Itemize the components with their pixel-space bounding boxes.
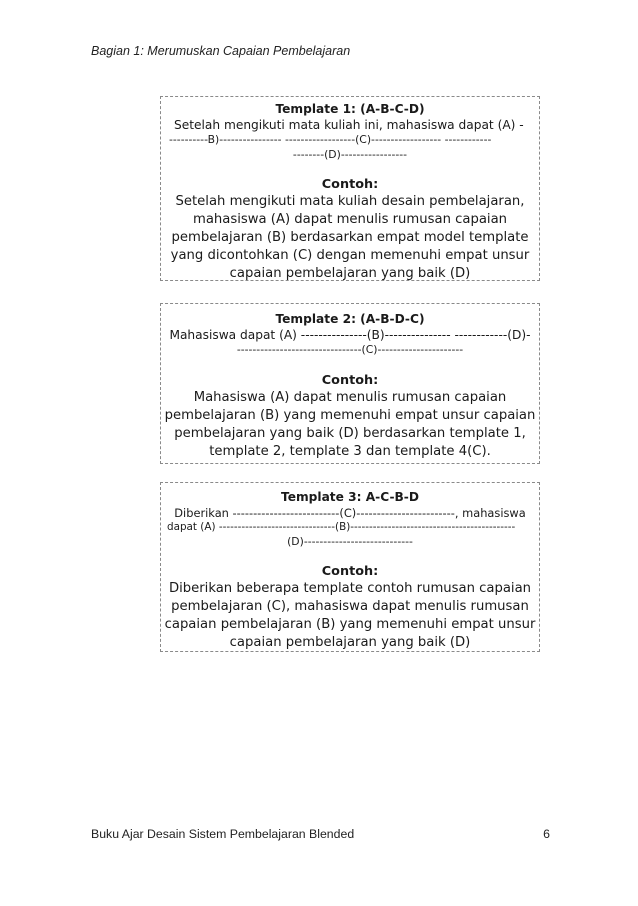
example-line: template 2, template 3 dan template 4(C). — [209, 443, 491, 459]
pattern-line: Mahasiswa dapat (A) ---------------(B)--------------- ------------(D)- — [169, 327, 531, 342]
pattern-line: Setelah mengikuti mata kuliah ini, mahasiswa dapat (A) - — [174, 117, 524, 132]
example-title: Contoh: — [321, 372, 379, 388]
example-line: pembelajaran (B) yang memenuhi empat unsur capaian — [164, 407, 536, 423]
pattern-line: (D)---------------------------- — [287, 534, 413, 548]
running-head: Bagian 1: Merumuskan Capaian Pembelajaran — [91, 44, 351, 58]
example-line: Mahasiswa (A) dapat menulis rumusan capaian — [193, 389, 507, 405]
example-line: capaian pembelajaran (B) yang memenuhi empat unsur — [164, 617, 536, 632]
example-line: pembelajaran yang baik (D) berdasarkan template 1, — [174, 425, 526, 441]
page-footer — [91, 827, 550, 841]
example-line: pembelajaran (C), mahasiswa dapat menulis rumusan — [171, 599, 529, 614]
example-line: yang dicontohkan (C) dengan memenuhi empat unsur — [170, 248, 530, 263]
template-title: Template 2: (A-B-D-C) — [275, 312, 425, 326]
pattern-line: Diberikan --------------------------(C)------------------------, mahasiswa — [174, 505, 526, 520]
pattern-line: --------------------------------(C)---------------------- — [236, 343, 464, 356]
pattern-line: dapat (A) -------------------------------(B)-------------------------------------------- — [167, 521, 516, 533]
example-title: Contoh: — [321, 564, 379, 579]
template-box-1 — [160, 96, 540, 281]
template-box-2 — [160, 303, 540, 464]
template-title: Template 1: (A-B-C-D) — [275, 102, 425, 116]
example-line: capaian pembelajaran yang baik (D) — [229, 635, 471, 650]
book-title: Buku Ajar Desain Sistem Pembelajaran Blended — [91, 827, 355, 841]
example-line: mahasiswa (A) dapat menulis rumusan capaian — [192, 212, 508, 227]
example-line: Diberikan beberapa template contoh rumusan capaian — [168, 581, 532, 596]
page-number: 6 — [543, 827, 550, 841]
pattern-line: ----------B)---------------- ------------------(C)------------------ ------------ — [169, 133, 492, 146]
example-line: Setelah mengikuti mata kuliah desain pembelajaran, — [175, 194, 525, 209]
example-title: Contoh: — [321, 177, 379, 192]
example-line: capaian pembelajaran yang baik (D) — [229, 266, 471, 281]
template-box-3 — [160, 482, 540, 652]
example-line: pembelajaran (B) berdasarkan empat model template — [171, 230, 529, 245]
pattern-line: --------(D)----------------- — [292, 147, 408, 161]
template-title: Template 3: A-C-B-D — [281, 490, 419, 504]
